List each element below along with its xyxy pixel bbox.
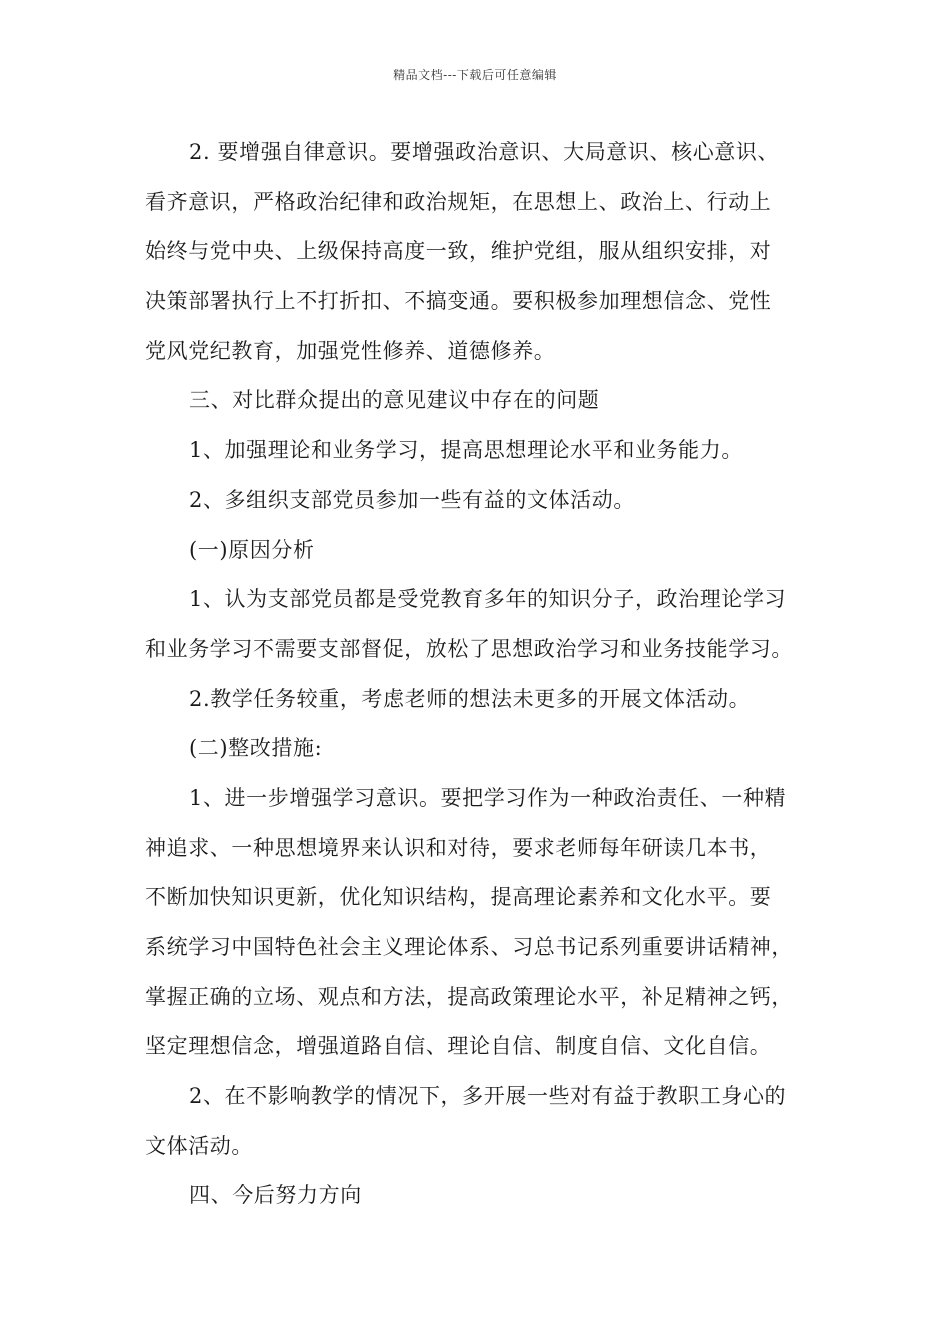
text-line: 三、对比群众提出的意见建议中存在的问题 xyxy=(189,388,600,413)
text-line: 坚定理想信念，增强道路自信、理论自信、制度自信、文化自信。 xyxy=(145,1034,772,1059)
text-line: 党风党纪教育，加强党性修养、道德修养。 xyxy=(145,338,556,363)
text-line: 1、认为支部党员都是受党教育多年的知识分子，政治理论学习 xyxy=(189,587,787,612)
text-line: 系统学习中国特色社会主义理论体系、习总书记系列重要讲话精神， xyxy=(145,935,793,959)
text-line: (一)原因分析 xyxy=(189,537,315,562)
text-line: 掌握正确的立场、观点和方法，提高政策理论水平，补足精神之钙， xyxy=(145,984,793,1009)
text-line: 决策部署执行上不打折扣、不搞变通。要积极参加理想信念、党性 xyxy=(145,289,772,314)
text-line: 神追求、一种思想境界来认识和对待，要求老师每年研读几本书， xyxy=(145,835,772,860)
text-line: 不断加快知识更新，优化知识结构，提高理论素养和文化水平。要 xyxy=(145,885,772,910)
text-line: 1、进一步增强学习意识。要把学习作为一种政治责任、一种精 xyxy=(189,785,787,810)
text-line: 2. 要增强自律意识。要增强政治意识、大局意识、核心意识、 xyxy=(189,140,780,164)
text-line: 看齐意识，严格政治纪律和政治规矩，在思想上、政治上、行动上 xyxy=(145,189,772,214)
text-line: 1、加强理论和业务学习，提高思想理论水平和业务能力。 xyxy=(189,438,743,463)
text-line: 四、今后努力方向 xyxy=(189,1183,362,1208)
text-line: 2.教学任务较重，考虑老师的想法未更多的开展文体活动。 xyxy=(189,686,751,711)
text-line: (二)整改措施: xyxy=(189,736,323,761)
document-body xyxy=(145,128,820,1221)
text-line: 文体活动。 xyxy=(145,1133,253,1158)
page-header: 精品文档---下载后可任意编辑 xyxy=(393,68,557,82)
text-line: 2、在不影响教学的情况下，多开展一些对有益于教职工身心的 xyxy=(189,1084,787,1109)
text-line: 2、多组织支部党员参加一些有益的文体活动。 xyxy=(189,487,635,512)
text-line: 始终与党中央、上级保持高度一致，维护党组，服从组织安排，对 xyxy=(145,239,772,264)
text-line: 和业务学习不需要支部督促，放松了思想政治学习和业务技能学习。 xyxy=(145,636,793,661)
